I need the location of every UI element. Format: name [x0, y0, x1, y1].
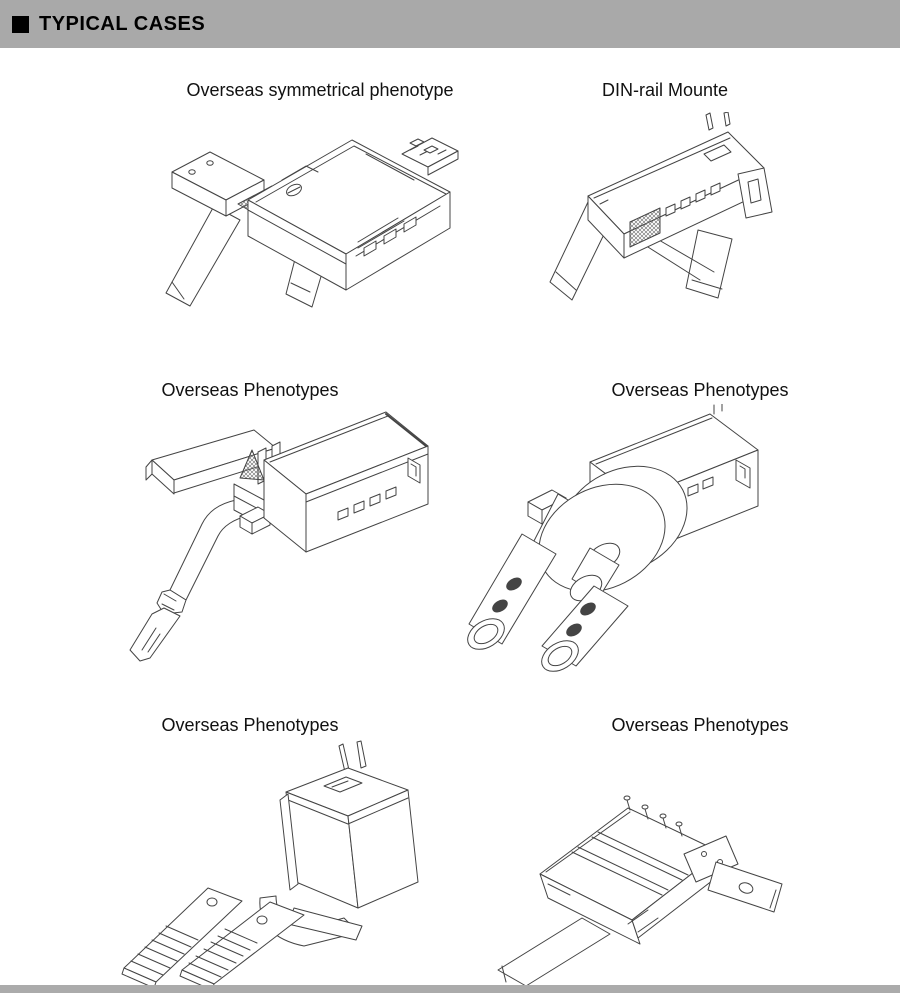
case-caption: Overseas Phenotypes: [611, 380, 789, 400]
footer-bar: [0, 985, 900, 993]
case-caption: Overseas symmetrical phenotype: [186, 80, 454, 100]
case-caption: DIN-rail Mounte: [601, 80, 729, 100]
black-square-icon: [12, 16, 29, 33]
foot-terminal-phenotype-drawing: [112, 740, 422, 988]
din-rail-mounted-drawing: [542, 112, 802, 320]
overseas-symmetrical-phenotype-drawing: [152, 110, 462, 340]
case-caption: Overseas Phenotypes: [611, 715, 789, 735]
case-caption: Overseas Phenotypes: [161, 380, 339, 400]
section-title: TYPICAL CASES: [39, 12, 206, 35]
flat-blade-phenotype-drawing: [478, 760, 798, 988]
lever-rod-phenotype-drawing: [112, 404, 432, 662]
drum-sleeve-phenotype-drawing: [442, 404, 772, 672]
section-header-bar: [0, 0, 900, 48]
case-caption: Overseas Phenotypes: [161, 715, 339, 735]
